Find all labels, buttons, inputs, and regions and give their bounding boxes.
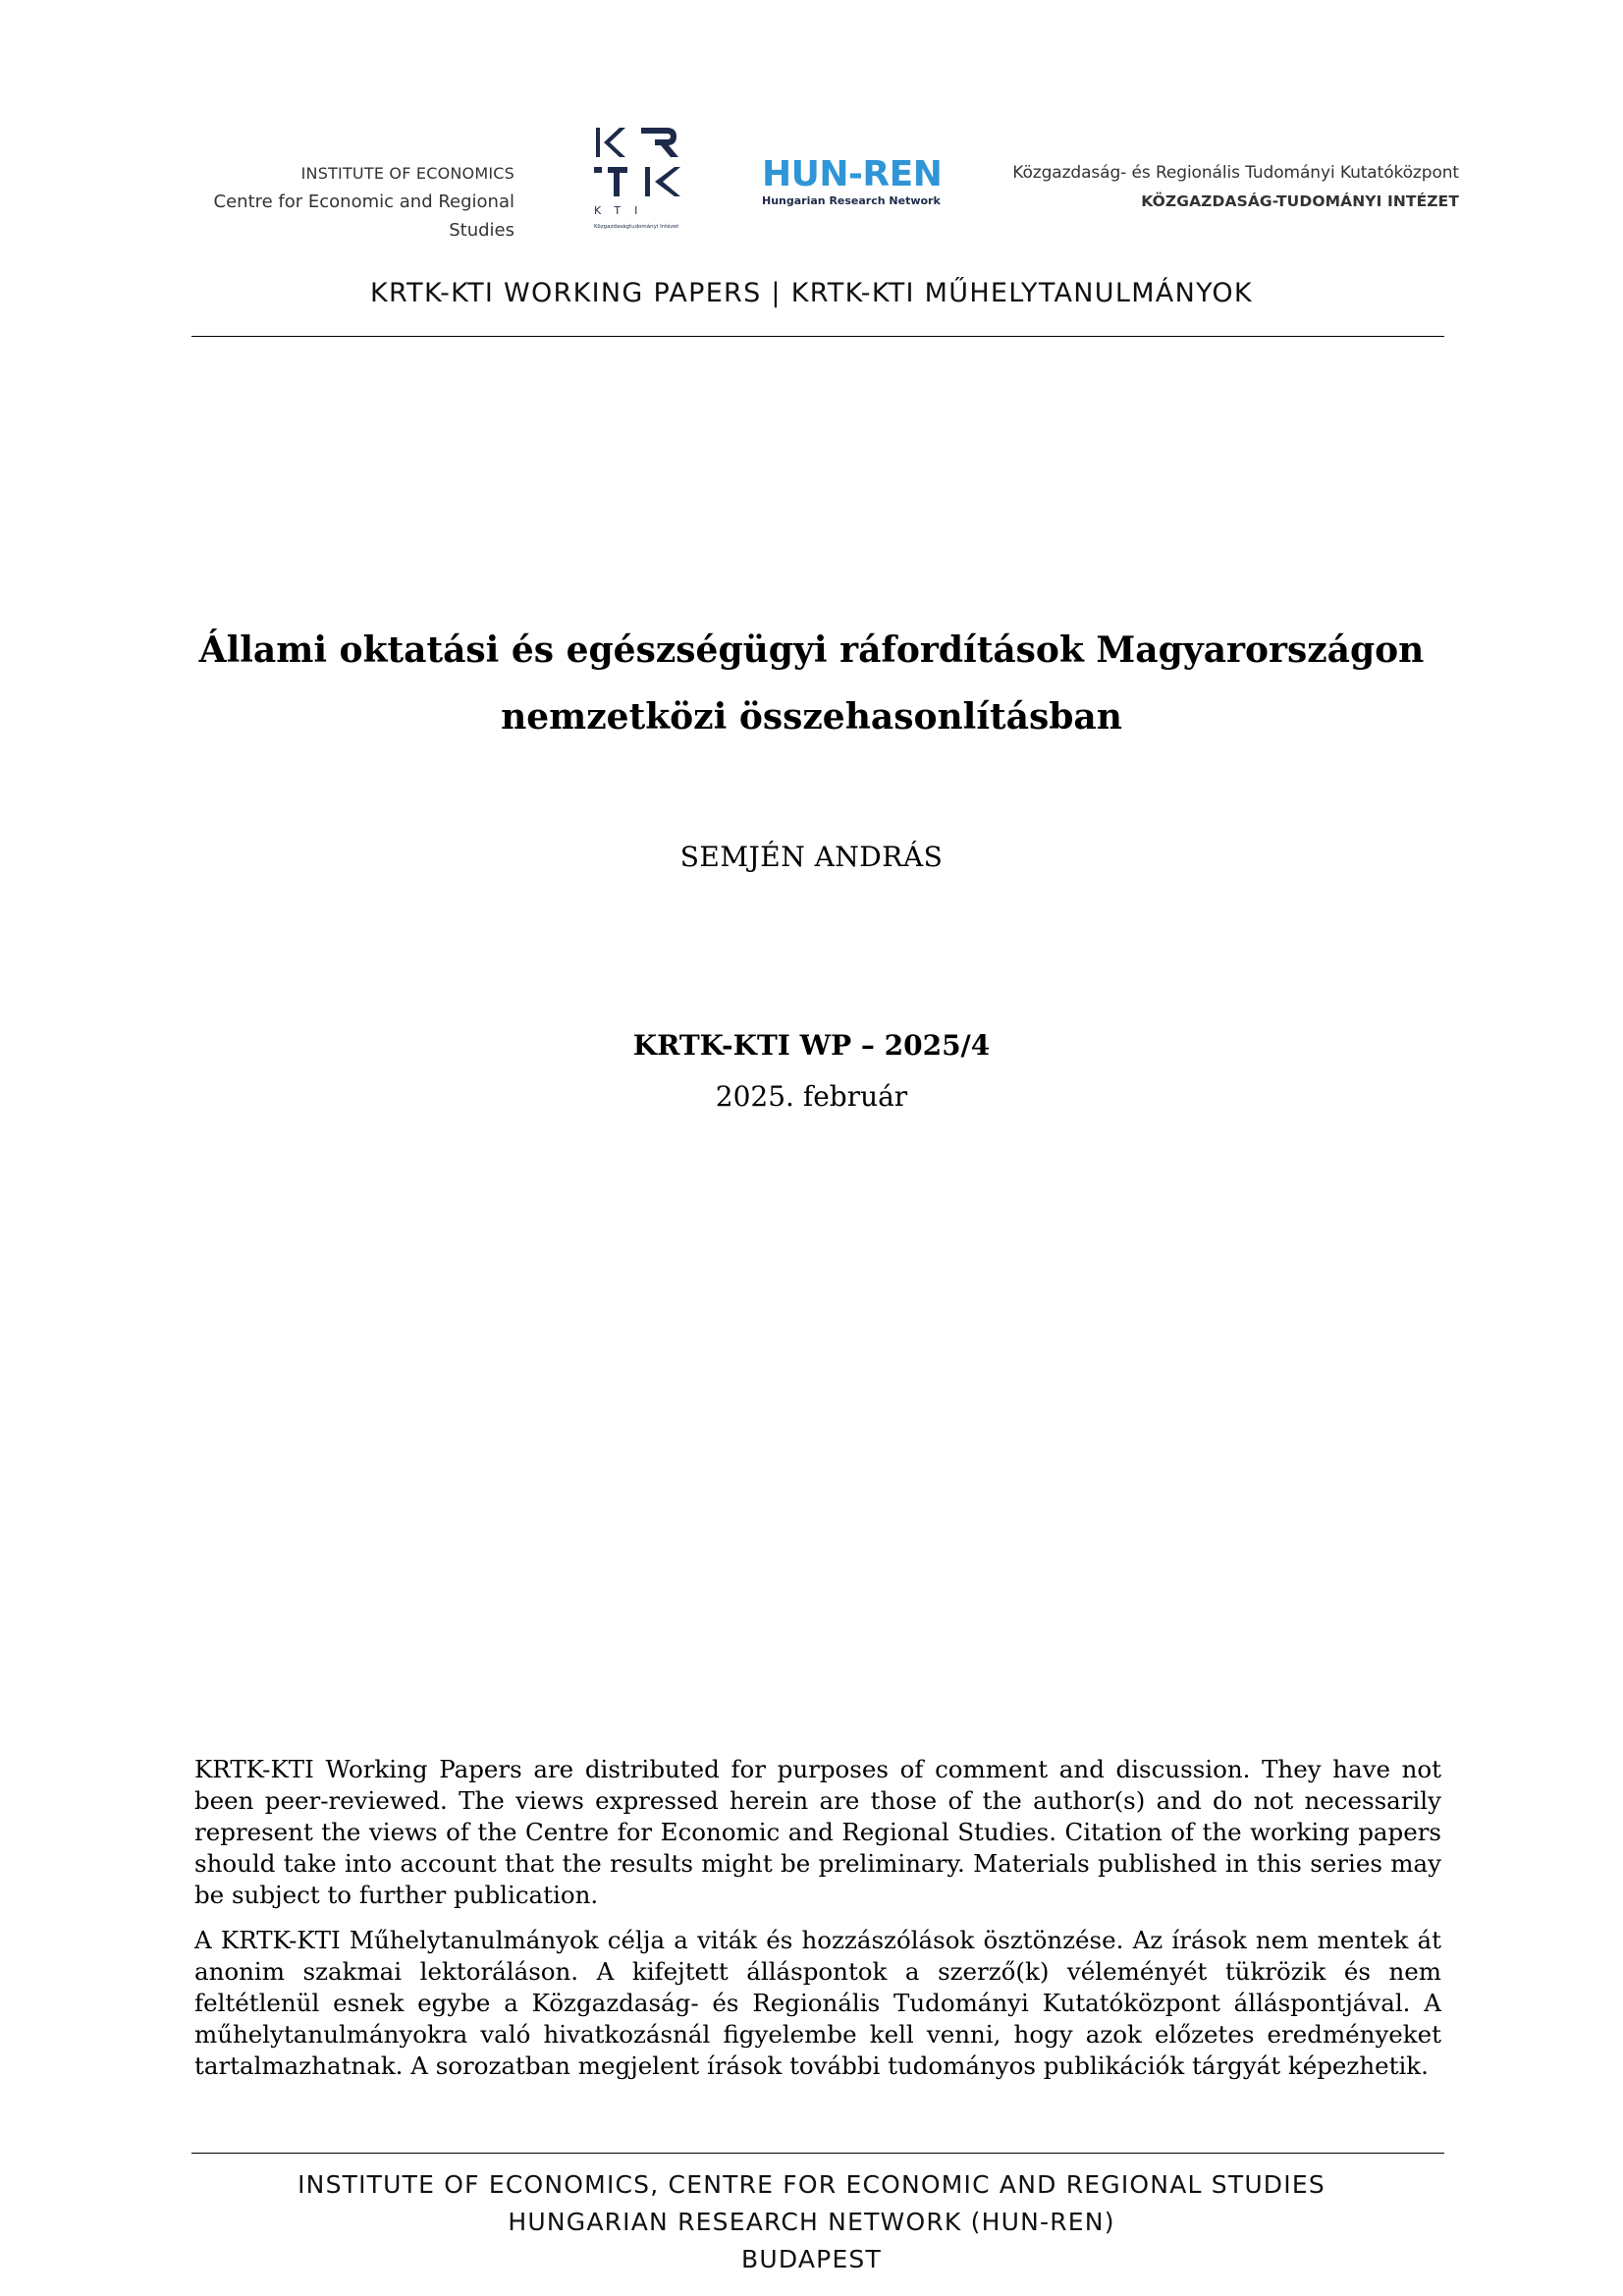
series-heading: KRTK-KTI WORKING PAPERS | KRTK-KTI MŰHELYTANULMÁNYOK	[370, 278, 1253, 308]
institute-logo-line2: Centre for Economic and Regional Studies	[213, 191, 514, 241]
hunren-logo-sub: Hungarian Research Network	[762, 194, 941, 207]
paper-title-line2: nemzetközi összehasonlításban	[501, 696, 1122, 738]
paper-title	[0, 617, 1623, 750]
hunren-logo-name: HUN-REN	[762, 154, 943, 194]
footer-line1: INSTITUTE OF ECONOMICS, CENTRE FOR ECONOMIC AND REGIONAL STUDIES	[298, 2170, 1325, 2199]
krtk-logo-tagline: Közgazdaságtudományi Intézet	[594, 224, 679, 230]
krtk-logo-sub: KTI	[594, 204, 652, 217]
working-paper-number: KRTK-KTI WP – 2025/4	[632, 1029, 991, 1062]
footer-line2: HUNGARIAN RESEARCH NETWORK (HUN-REN)	[508, 2208, 1115, 2236]
author-name: SEMJÉN ANDRÁS	[679, 841, 944, 873]
paper-title-line1: Állami oktatási és egészségügyi ráfordítások Magyarországon	[198, 629, 1425, 671]
header-divider	[191, 336, 1444, 337]
institute-logo-line1: INSTITUTE OF ECONOMICS	[300, 164, 514, 183]
krtk-name-line1: Közgazdaság- és Regionális Tudományi Kutatóközpont	[1012, 163, 1459, 183]
footer	[0, 2166, 1623, 2278]
publication-date: 2025. február	[715, 1080, 908, 1113]
krtk-name-line2: KÖZGAZDASÁG-TUDOMÁNYI INTÉZET	[1141, 192, 1459, 210]
disclaimer-english: KRTK-KTI Working Papers are distributed for purposes of comment and discussion. They have not been peer-reviewed. The views expressed herein are those of the author(s) and do not necessarily represent the views of the Centre for Economic and Regional Studies. Citation of the working papers should take into account that the results might be preliminary. Materials published in this series may be subject to further publication.	[194, 1755, 1441, 1909]
krtk-logo	[590, 126, 684, 244]
footer-line3: BUDAPEST	[741, 2245, 882, 2273]
krtk-name-logo	[1001, 159, 1459, 216]
footer-divider	[191, 2153, 1444, 2154]
hunren-logo	[762, 155, 958, 208]
disclaimer-hungarian: A KRTK-KTI Műhelytanulmányok célja a viták és hozzászólások ösztönzése. Az írások nem mentek át anonim szakmai lektoráláson. A kifejtett álláspontok a szerző(k) véleményét tükrözik és nem feltétlenül esnek egybe a Közgazdaság- és Regionális Tudományi Kutatóközpont álláspontjával. A műhelytanulmányokra való hivatkozásnál figyelembe kell venni, hogy azok előzetes eredményeket tartalmazhatnak. A sorozatban megjelent írások további tudományos publikációk tárgyát képezhetik.	[194, 1926, 1441, 2080]
institute-logo	[179, 159, 514, 245]
krtk-letters-icon	[590, 126, 684, 200]
